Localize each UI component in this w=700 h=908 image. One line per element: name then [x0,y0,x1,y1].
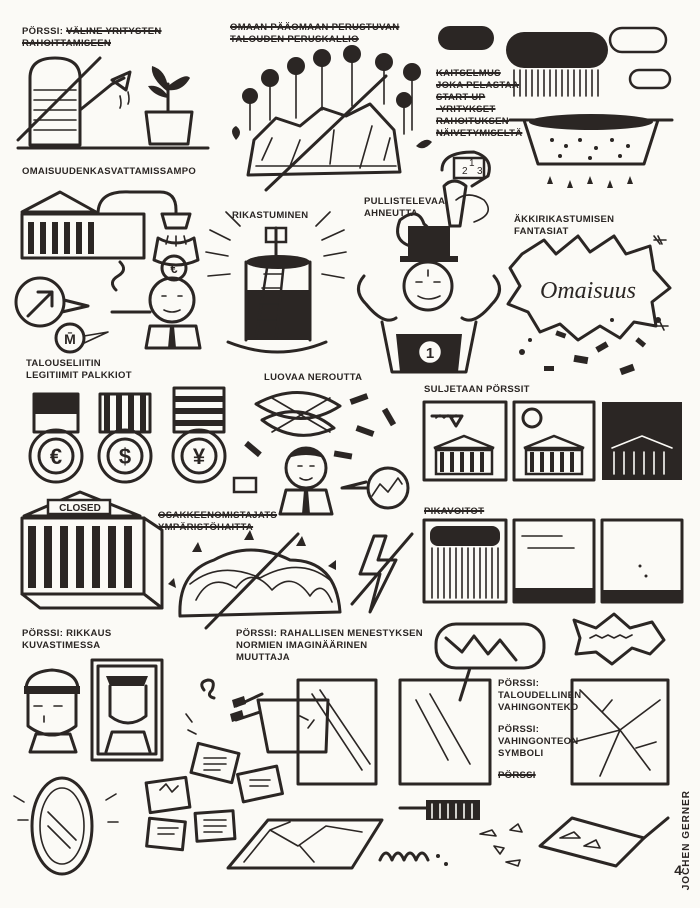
label-porssi-last: PÖRSSI [498,770,536,781]
spring-coil-icon [380,853,448,866]
podium-3: 3 [477,166,483,177]
medal-dollar: $ [118,444,132,469]
lightning-icon [352,534,412,612]
medal-euro: € [49,444,63,469]
flying-papers-icon [146,743,282,849]
label-sampo: OMAISUUDENKASVATTAMISSAMPO [22,166,197,177]
label-pullistelevaa: PULLISTELEVAA AHNEUTTA [364,196,446,219]
stock-drop-window-icon [400,624,544,784]
arrow-bubble-icon [16,278,108,352]
cloud-icon [438,26,670,96]
creative-genius-icon [234,392,408,514]
label-osakkeenomistajats: OSAKKEENOMISTAJATS YMPÄRISTÖHAITTA [158,510,278,533]
omaisuus-burst-icon [508,236,670,375]
label-porssi-rahoitus: PÖRSSI: VÄLINE YRITYSTEN RAHOITTAMISEEN [22,26,162,49]
label-talouseliitin: TALOUSELIITIN LEGITIIMIT PALKKIOT [26,358,132,381]
label-luovaa-neroutta: LUOVAA NEROUTTA [264,372,363,383]
podium-1: 1 [469,158,475,169]
label-porssi-rikkaus: PÖRSSI: RIKKAUS KUVASTIMESSA [22,628,112,651]
label-oma-paaoma: OMAAN PÄÄOMAAN PERUSTUVAN TALOUDEN PERUSKALLIO [230,22,400,45]
broken-window-icon [572,614,668,784]
mark-symbol: M̄ [64,331,76,347]
bank-pipe-icon [22,192,190,258]
podium-2: 2 [462,166,468,177]
colander-icon [510,114,672,188]
plant-pot-icon [146,66,192,144]
label-suljetaan: SULJETAAN PÖRSSIT [424,384,530,395]
quick-profits-panels [424,520,682,602]
medal-yen: ¥ [192,444,206,469]
closed-bank-icon [22,492,162,608]
label-porssi-taloudellinen: PÖRSSI: TALOUDELLINEN VAHINGONTEKO [498,678,582,713]
broom-dustpan-icon [400,800,668,866]
watering-can-icon [30,58,130,145]
euro-bag-label: € [170,261,178,276]
label-rikastuminen: RIKASTUMINEN [232,210,309,221]
label-pikavoitot: PIKAVOITOT [424,506,485,517]
label-akkirikastumisen: ÄKKIRIKASTUMISEN FANTASIAT [514,214,615,237]
page-number: 4 [674,862,682,878]
closing-exchanges-panels [424,402,682,480]
thorny-bush-icon [168,530,340,616]
closed-sign: CLOSED [59,503,101,514]
omaisuus-text: Omaisuus [540,278,637,304]
falling-man-icon [186,680,376,784]
artist-signature: JOCHEN GERNER [681,790,692,891]
businessman-moneybag-icon [112,238,200,348]
label-porssi-rahallisen: PÖRSSI: RAHALLISEN MENESTYKSEN NORMIEN IMAGINÄÄRINEN MUUTTAJA [236,628,423,663]
rock-flowers-icon [232,45,432,175]
jersey-number: 1 [425,345,435,362]
label-porssi-vahingonteon: PÖRSSI: VAHINGONTEON SYMBOLI [498,724,579,759]
tophat-ladder-icon [206,212,346,352]
mirror-portrait-icon [24,660,162,760]
strongman-icon [358,152,499,372]
label-kaitselmus: KAITSELMUS JOKA PELASTAA START-UP -YRITYKSET RAHOITUKSEN NÄIVETYMISELTÄ [436,68,523,139]
shattered-glass-icon [228,820,382,868]
oval-mirror-icon [14,778,118,874]
medals-icon [30,388,225,482]
